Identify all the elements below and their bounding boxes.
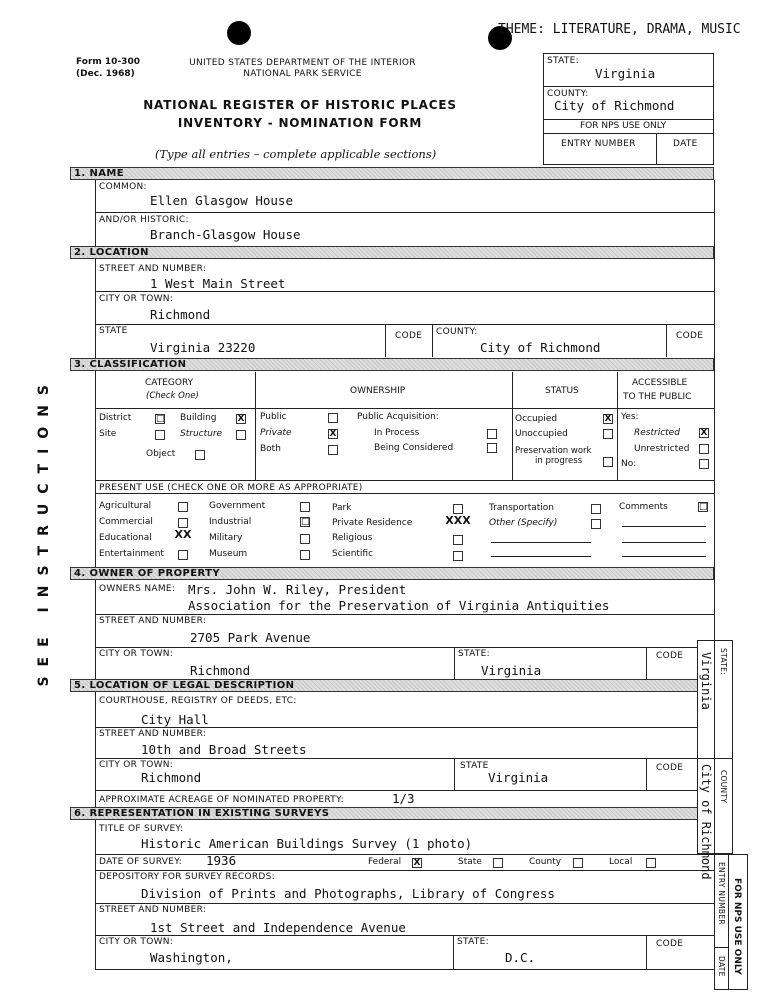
military-checkbox[interactable] — [300, 534, 310, 544]
residence-checkbox[interactable]: XXX — [445, 514, 471, 527]
city-value: Richmond — [150, 307, 211, 322]
opt-both: Both — [260, 444, 281, 454]
use-entertainment: Entertainment — [99, 549, 164, 559]
state-label: STATE — [99, 326, 128, 336]
both-checkbox[interactable] — [328, 445, 338, 455]
government-checkbox[interactable] — [300, 502, 310, 512]
public-checkbox[interactable] — [328, 413, 338, 423]
legal-city-label: CITY OR TOWN: — [99, 760, 174, 770]
being-considered-checkbox[interactable] — [487, 443, 497, 453]
section-2-header: 2. LOCATION — [70, 246, 714, 259]
section-5-header: 5. LOCATION OF LEGAL DESCRIPTION — [70, 679, 698, 692]
opt-occupied: Occupied — [515, 414, 558, 424]
survey-date-label: DATE OF SURVEY: — [99, 857, 183, 867]
street-value: 1 West Main Street — [150, 276, 286, 291]
depository-value: Division of Prints and Photographs, Library of Congress — [141, 886, 555, 901]
title-line-1: NATIONAL REGISTER OF HISTORIC PLACES — [143, 98, 457, 112]
owner-city-label: CITY OR TOWN: — [99, 649, 174, 659]
service-name: NATIONAL PARK SERVICE — [243, 69, 362, 79]
survey-title: Historic American Buildings Survey (1 photo) — [141, 836, 473, 851]
opt-object: Object — [146, 449, 176, 459]
legal-state: Virginia — [488, 770, 549, 785]
opt-structure: Structure — [180, 429, 223, 439]
opt-district: District — [99, 413, 132, 423]
category-heading: CATEGORY — [145, 378, 194, 388]
city-label: CITY OR TOWN: — [99, 294, 174, 304]
opt-public: Public — [260, 412, 287, 422]
ownership-heading: OWNERSHIP — [350, 386, 406, 396]
survey-title-label: TITLE OF SURVEY: — [99, 824, 184, 834]
dep-street: 1st Street and Independence Avenue — [150, 920, 406, 935]
in-process-checkbox[interactable] — [487, 429, 497, 439]
industrial-checkbox[interactable]: □ — [301, 517, 310, 527]
court-label: COURTHOUSE, REGISTRY OF DEEDS, ETC: — [99, 696, 297, 706]
entertainment-checkbox[interactable] — [178, 550, 188, 560]
top-state-label: STATE: — [547, 56, 579, 66]
structure-checkbox[interactable] — [236, 430, 246, 440]
right-entry-label: ENTRY NUMBER — [717, 862, 726, 925]
acreage-label: APPROXIMATE ACREAGE OF NOMINATED PROPERTY: — [99, 795, 345, 805]
category-sub: (Check One) — [146, 391, 199, 401]
section-1-header: 1. NAME — [70, 167, 714, 180]
opt-restricted: Restricted — [634, 428, 680, 438]
opt-pw-1: Preservation work — [515, 446, 592, 456]
form-date: (Dec. 1968) — [76, 69, 135, 79]
opt-unrestricted: Unrestricted — [634, 444, 690, 454]
right-nps-label: FOR NPS USE ONLY — [732, 878, 742, 975]
court-value: City Hall — [141, 712, 209, 727]
code-label: CODE — [395, 331, 423, 341]
park-checkbox[interactable] — [453, 504, 463, 514]
depository-label: DEPOSITORY FOR SURVEY RECORDS: — [99, 872, 275, 882]
top-county-value: City of Richmond — [554, 98, 675, 113]
private-checkbox[interactable]: X — [329, 429, 337, 439]
historic-name: Branch-Glasgow House — [150, 227, 301, 242]
owner-city: Richmond — [190, 663, 251, 678]
dep-city: Washington, — [150, 950, 233, 965]
accessible-heading-2: TO THE PUBLIC — [623, 392, 692, 402]
form-number-text: Form 10-300 — [76, 57, 140, 67]
legal-city: Richmond — [141, 770, 202, 785]
dep-state: D.C. — [505, 950, 536, 965]
federal-checkbox[interactable]: X — [413, 858, 421, 868]
opt-building: Building — [180, 413, 217, 423]
top-entry-label: ENTRY NUMBER — [561, 139, 636, 149]
district-checkbox[interactable]: □ — [156, 414, 165, 424]
use-military: Military — [209, 533, 243, 543]
local-survey-checkbox[interactable] — [646, 858, 656, 868]
common-label: COMMON: — [99, 182, 147, 192]
opt-in-process: In Process — [374, 428, 420, 438]
right-state-value: Virginia — [699, 652, 713, 710]
top-nps-label: FOR NPS USE ONLY — [580, 121, 667, 131]
commercial-checkbox[interactable] — [178, 518, 188, 528]
accessible-heading-1: ACCESSIBLE — [632, 378, 688, 388]
occupied-checkbox[interactable]: X — [604, 414, 612, 424]
dep-street-label: STREET AND NUMBER: — [99, 905, 207, 915]
code2-label: CODE — [676, 331, 704, 341]
religious-checkbox[interactable] — [453, 535, 463, 545]
top-date-label: DATE — [673, 139, 698, 149]
form-number — [76, 56, 140, 80]
state-value: Virginia 23220 — [150, 340, 256, 355]
legal-code-label: CODE — [656, 763, 684, 773]
building-checkbox[interactable]: X — [237, 414, 245, 424]
opt-private: Private — [260, 428, 292, 438]
opt-being-considered: Being Considered — [374, 443, 454, 453]
survey-date: 1936 — [206, 853, 237, 868]
common-name: Ellen Glasgow House — [150, 193, 293, 208]
dep-code-label: CODE — [656, 939, 684, 949]
agency — [170, 58, 435, 80]
other-checkbox[interactable] — [591, 519, 601, 529]
unoccupied-checkbox[interactable] — [603, 429, 613, 439]
opt-no: No: — [621, 459, 637, 469]
title-line-2: INVENTORY - NOMINATION FORM — [177, 116, 423, 130]
use-transportation: Transportation — [489, 503, 554, 513]
opt-yes: Yes: — [621, 412, 639, 422]
agricultural-checkbox[interactable] — [178, 502, 188, 512]
instructions: (Type all entries – complete applicable sections) — [155, 147, 437, 161]
museum-checkbox[interactable] — [300, 550, 310, 560]
scientific-checkbox[interactable] — [453, 551, 463, 561]
section-3-header: 3. CLASSIFICATION — [70, 358, 714, 371]
preservation-checkbox[interactable] — [603, 457, 613, 467]
use-museum: Museum — [209, 549, 248, 559]
use-religious: Religious — [332, 533, 373, 543]
section-4-header: 4. OWNER OF PROPERTY — [70, 567, 714, 580]
right-state-label: STATE: — [719, 648, 728, 675]
local-survey-label: Local — [609, 857, 633, 867]
status-heading: STATUS — [545, 386, 579, 396]
county-survey-checkbox[interactable] — [573, 858, 583, 868]
acreage-value: 1/3 — [392, 791, 415, 806]
binder-hole — [227, 21, 251, 45]
street-label: STREET AND NUMBER: — [99, 264, 207, 274]
object-checkbox[interactable] — [195, 450, 205, 460]
use-educational: Educational — [99, 533, 152, 543]
comments-checkbox[interactable]: □ — [699, 502, 708, 512]
use-agricultural: Agricultural — [99, 501, 152, 511]
county-survey-label: County — [529, 857, 562, 867]
use-government: Government — [209, 501, 266, 511]
form-title — [140, 96, 460, 132]
right-county-value: City of Richmond — [699, 764, 713, 880]
historic-label: AND/OR HISTORIC: — [99, 215, 189, 225]
restricted-checkbox[interactable]: X — [700, 428, 708, 438]
owner-name-label: OWNERS NAME: — [99, 584, 176, 594]
right-date-label: DATE — [717, 956, 726, 977]
federal-label: Federal — [368, 857, 402, 867]
owner-street: 2705 Park Avenue — [190, 630, 311, 645]
educational-checkbox[interactable]: XX — [174, 528, 192, 541]
owner-state-label: STATE: — [458, 649, 490, 659]
no-checkbox[interactable] — [699, 459, 709, 469]
transportation-checkbox[interactable] — [591, 504, 601, 514]
use-scientific: Scientific — [332, 549, 374, 559]
legal-street: 10th and Broad Streets — [141, 742, 307, 757]
owner-name-2: Association for the Preservation of Virginia Antiquities — [188, 598, 610, 613]
section-6-header: 6. REPRESENTATION IN EXISTING SURVEYS — [70, 807, 698, 820]
use-comments: Comments — [619, 502, 668, 512]
owner-street-label: STREET AND NUMBER: — [99, 616, 207, 626]
top-state-value: Virginia — [595, 66, 656, 81]
opt-unoccupied: Unoccupied — [515, 429, 568, 439]
site-checkbox[interactable] — [155, 430, 165, 440]
use-private-residence: Private Residence — [332, 518, 413, 528]
use-commercial: Commercial — [99, 517, 153, 527]
right-county-label: COUNTY — [719, 770, 728, 804]
unrestricted-checkbox[interactable] — [699, 444, 709, 454]
county-value: City of Richmond — [480, 340, 601, 355]
legal-state-label: STATE — [460, 761, 489, 771]
state-survey-label: State — [458, 857, 482, 867]
see-instructions-side: SEE INSTRUCTIONS — [36, 375, 52, 687]
present-use-label: PRESENT USE (CHECK ONE OR MORE AS APPROPRIATE) — [99, 483, 363, 493]
top-county-label: COUNTY: — [547, 89, 589, 99]
public-acquisition: Public Acquisition: — [357, 412, 439, 422]
state-survey-checkbox[interactable] — [493, 858, 503, 868]
dept-name: UNITED STATES DEPARTMENT OF THE INTERIOR — [189, 58, 416, 68]
owner-code-label: CODE — [656, 651, 684, 661]
dep-city-label: CITY OR TOWN: — [99, 937, 174, 947]
use-other: Other (Specify) — [489, 518, 558, 528]
opt-pw-2: in progress — [535, 456, 583, 466]
owner-name-1: Mrs. John W. Riley, President — [188, 582, 407, 597]
use-park: Park — [332, 503, 352, 513]
opt-site: Site — [99, 429, 117, 439]
dep-state-label: STATE: — [457, 937, 489, 947]
county-label: COUNTY: — [436, 327, 478, 337]
theme-label: THEME: LITERATURE, DRAMA, MUSIC — [498, 22, 741, 37]
use-industrial: Industrial — [209, 517, 252, 527]
legal-street-label: STREET AND NUMBER: — [99, 729, 207, 739]
owner-state: Virginia — [481, 663, 542, 678]
